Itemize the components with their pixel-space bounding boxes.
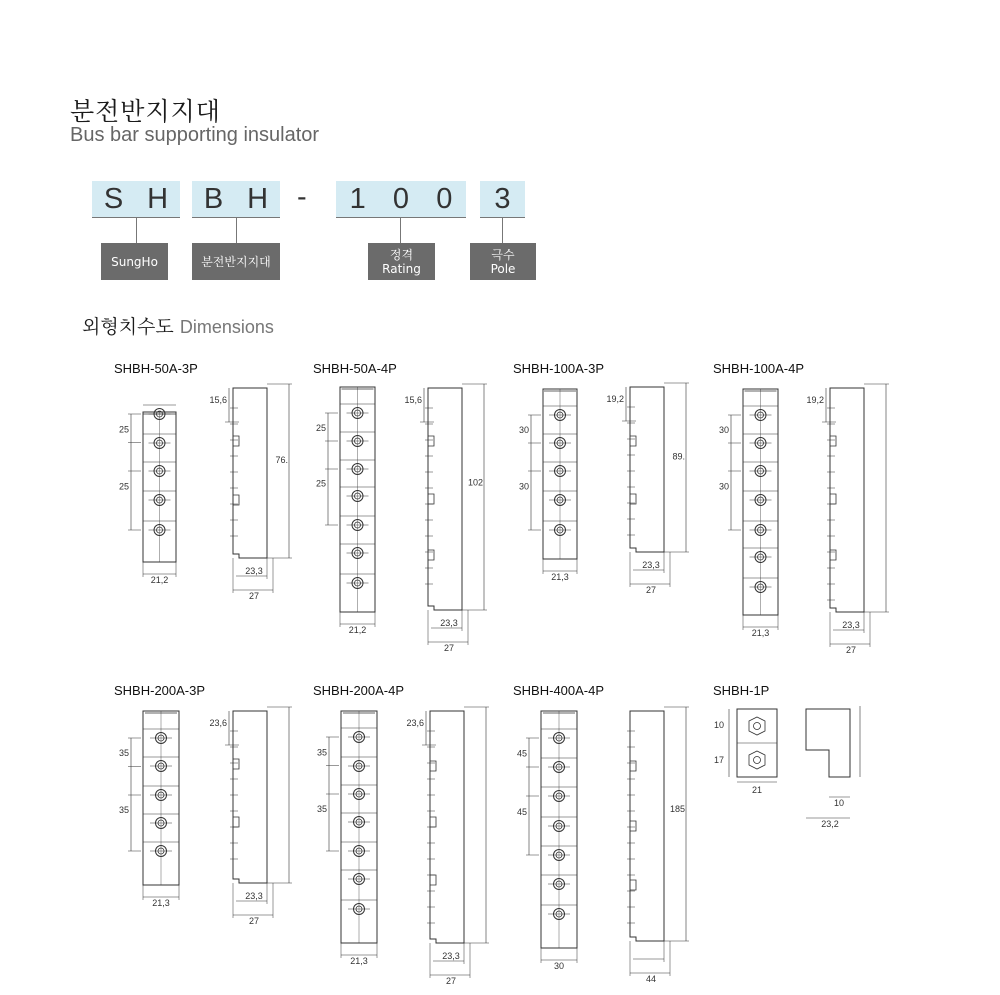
busbar-slot [830, 550, 836, 560]
mounting-hole [754, 723, 761, 730]
side-view-body [428, 388, 462, 610]
pitch-dimension: 35 [118, 748, 129, 758]
base-dimension: 23,3 [245, 891, 263, 901]
busbar-slot [233, 436, 239, 446]
pitch-dimension: 10 [713, 720, 724, 730]
base-dimension: 27 [248, 916, 260, 926]
page-title-english: Bus bar supporting insulator [70, 124, 320, 146]
pitch-dimension: 35 [118, 805, 129, 815]
side-view-body [806, 709, 850, 777]
side-view-body [630, 711, 664, 941]
side-view-body [830, 388, 864, 612]
width-dimension: 30 [553, 961, 565, 971]
busbar-slot [630, 761, 636, 771]
base-dimension: 23,2 [821, 819, 839, 829]
busbar-slot [830, 494, 836, 504]
top-dimension: 23,6 [406, 718, 424, 728]
code-char: 1 [349, 182, 366, 215]
pitch-dimension: 30 [518, 425, 529, 435]
model-name: SHBH-50A-4P [313, 361, 397, 376]
width-dimension: 21,3 [152, 898, 170, 908]
busbar-slot [630, 436, 636, 446]
height-dimension: 76. [275, 454, 288, 465]
busbar-slot [430, 817, 436, 827]
busbar-slot [233, 495, 239, 505]
pitch-dimension: 25 [118, 481, 129, 492]
page-title-korean: 분전반지지대 [70, 97, 221, 126]
pitch-dimension: 25 [118, 424, 129, 435]
base-dimension: 27 [443, 643, 455, 653]
busbar-slot [233, 759, 239, 769]
model-name: SHBH-400A-4P [513, 683, 605, 698]
model-name: SHBH-1P [713, 683, 770, 698]
base-dimension: 23,3 [440, 618, 458, 628]
base-dimension: 27 [445, 976, 457, 986]
base-dimension: 27 [248, 591, 260, 601]
pitch-dimension: 30 [718, 481, 729, 492]
model-name: SHBH-50A-3P [114, 361, 198, 376]
pitch-dimension: 25 [315, 423, 326, 433]
code-char: H [147, 182, 169, 215]
busbar-slot [630, 821, 636, 831]
model-name: SHBH-100A-3P [513, 361, 605, 376]
width-dimension: 21,2 [348, 625, 367, 635]
top-dimension: 19,2 [606, 394, 624, 404]
mounting-hole [754, 757, 761, 764]
hex-nut [749, 717, 765, 735]
busbar-slot [430, 875, 436, 885]
width-dimension: 21,2 [150, 575, 169, 585]
busbar-slot [233, 817, 239, 827]
code-char: 0 [392, 182, 410, 215]
hex-nut [749, 751, 765, 769]
pitch-dimension: 45 [516, 807, 527, 817]
top-dimension: 15,6 [404, 395, 422, 405]
label-text: 정격 [389, 247, 414, 262]
pitch-dimension: 45 [516, 748, 527, 759]
code-dash: - [297, 181, 307, 213]
width-dimension: 21,3 [350, 956, 368, 966]
base-dimension: 23,3 [442, 951, 460, 961]
base-dimension: 44 [645, 974, 657, 984]
top-dimension: 15,6 [209, 395, 227, 405]
busbar-slot [428, 436, 434, 446]
base-dimension: 23,3 [642, 560, 660, 570]
width-dimension: 21,3 [751, 628, 770, 638]
dimensions-title-ko: 외형치수도 [82, 316, 174, 338]
busbar-slot [830, 436, 836, 446]
busbar-slot [428, 550, 434, 560]
busbar-slot [630, 494, 636, 504]
base-dimension: 10 [833, 798, 845, 808]
height-dimension: 185 [669, 804, 685, 815]
label-text: 극수 [491, 247, 515, 262]
base-dimension: 27 [845, 645, 857, 655]
side-view-body [233, 388, 267, 558]
label-text: Pole [490, 261, 516, 276]
base-dimension: 23,3 [245, 566, 263, 576]
model-name: SHBH-100A-4P [713, 361, 805, 376]
code-char: 3 [494, 182, 511, 215]
pitch-dimension: 30 [518, 481, 529, 492]
top-dimension: 23,6 [209, 718, 227, 728]
side-view-body [233, 711, 267, 883]
code-char: H [247, 182, 269, 215]
pitch-dimension: 17 [713, 755, 724, 765]
side-view-body [630, 387, 664, 552]
label-text: SungHo [111, 254, 158, 269]
top-dimension: 19,2 [806, 395, 824, 405]
dimensions-title-en: Dimensions [179, 317, 274, 337]
label-text: Rating [382, 261, 421, 276]
width-dimension: 21 [751, 785, 763, 795]
code-char: 0 [436, 182, 453, 215]
width-dimension: 21,3 [551, 572, 569, 582]
pitch-dimension: 35 [316, 747, 327, 758]
label-text: 분전반지지대 [201, 254, 271, 269]
base-dimension: 27 [645, 585, 657, 595]
code-char: B [203, 182, 224, 215]
busbar-slot [630, 880, 636, 890]
height-dimension: 89. [672, 451, 685, 462]
model-name: SHBH-200A-4P [313, 683, 405, 698]
busbar-slot [428, 494, 434, 504]
code-char: S [103, 182, 124, 215]
height-dimension: 102 [467, 477, 483, 488]
model-name: SHBH-200A-3P [114, 683, 206, 698]
busbar-slot [430, 761, 436, 771]
pitch-dimension: 25 [315, 478, 326, 489]
base-dimension: 23,3 [842, 620, 860, 630]
pitch-dimension: 30 [718, 425, 729, 435]
pitch-dimension: 35 [316, 804, 327, 814]
